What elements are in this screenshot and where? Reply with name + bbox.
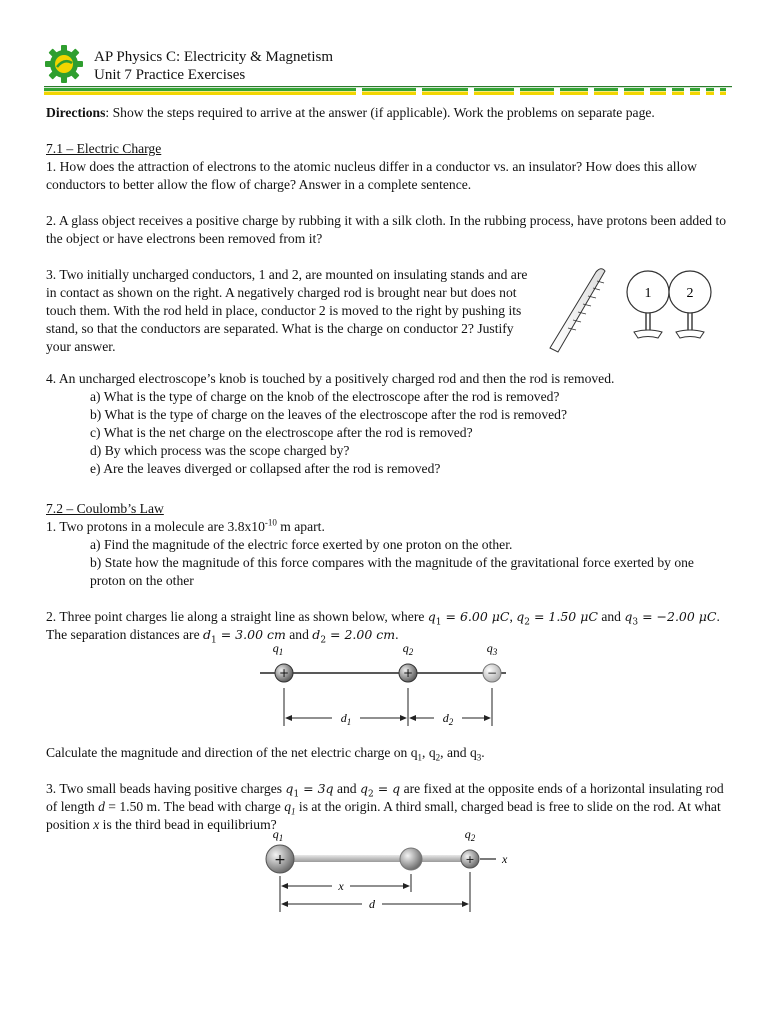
question-7-1-4d: d) By which process was the scope charged by?	[90, 443, 350, 458]
gear-sun-logo-icon	[44, 44, 84, 84]
conductors-rod-figure	[540, 262, 720, 354]
three-charges-figure	[256, 640, 512, 728]
question-7-2-1b: b) State how the magnitude of this force compares with the magnitude of the gravitational force exerted by one proton on the other	[90, 555, 694, 588]
svg-text:+: +	[402, 666, 414, 680]
question-7-1-1: 1. How does the attraction of electrons to the atomic nucleus differ in a conductor vs. an insulator? How does this allow conductors to better allow the flow of charge? Answer in a complete sentence.	[46, 159, 697, 192]
svg-text:q2: $q_2$	[464, 827, 476, 843]
charge-q3	[483, 664, 501, 682]
bead-q1	[266, 845, 294, 873]
question-7-2-2: 2. Three point charges lie along a straight line as shown below, where $q_1 = 6.00$ μC, $q_2 = 1.50$ μC and $q_3 = -2.00$ μC. The separation distances are $d_1 = 3.00$ cm and $d_2 = 2.00$ cm.	[46, 609, 720, 646]
svg-text:q1: $q_1$	[272, 827, 284, 843]
bead-q2	[461, 850, 479, 868]
svg-text:x: x	[338, 879, 344, 893]
question-7-2-1: 1. Two protons in a molecule are $3.8x10^{-10}$ m apart.	[46, 517, 325, 534]
svg-text:q3: $q_3$	[486, 641, 498, 657]
question-7-2-3: 3. Two small beads having positive charges $q_1 = 3q$ and $q_2 = q$ are fixed at the opposite ends of a horizontal insulating rod of length d = 1.50 m. The bead with charge $q_1$ is at the origin. A third small, charged bead is free to slide on the rod. At what position x is the third bead in equilibrium?	[46, 781, 724, 832]
conductor-2	[669, 271, 711, 338]
question-7-1-4: 4. An uncharged electroscope’s knob is touched by a positively charged rod and then the rod is removed.	[46, 371, 615, 386]
question-7-1-3: 3. Two initially uncharged conductors, 1 and 2, are mounted on insulating stands and are in contact as shown on the right. A negatively charged rod is brought near but does not touch them. With the rod held in place, conductor 2 is moved to the right by pushing its stand, so that the conductors are separated. What is the charge on conductor 2? Justify your answer.	[46, 267, 528, 354]
question-7-1-4a: a) What is the type of charge on the knob of the electroscope after the rod is removed?	[90, 389, 560, 404]
question-7-1-4e: e) Are the leaves diverged or collapsed after the rod is removed?	[90, 461, 441, 476]
question-7-1-4c: c) What is the net charge on the electroscope after the rod is removed?	[90, 425, 473, 440]
charge-q1	[275, 664, 293, 682]
directions-text: : Show the steps required to arrive at the answer (if applicable). Work the problems on separate page.	[105, 105, 655, 120]
section-7-2-title: 7.2 – Coulomb’s Law	[46, 501, 164, 516]
svg-text:−: −	[486, 666, 498, 680]
question-7-1-4b: b) What is the type of charge on the leaves of the electroscope after the rod is removed?	[90, 407, 567, 422]
svg-text:+: +	[465, 853, 475, 866]
svg-text:q1: $q_1$	[272, 641, 284, 657]
svg-text:q2: $q_2$	[402, 641, 414, 657]
question-7-2-2-prompt: Calculate the magnitude and direction of the net electric charge on $q_1$, $q_2$, and $q_3$.	[46, 745, 485, 763]
svg-text:d1: $d_1$	[340, 711, 352, 727]
svg-text:+: +	[278, 666, 290, 680]
bead-third	[400, 848, 422, 870]
beads-rod-figure	[258, 826, 514, 914]
question-7-2-1a: a) Find the magnitude of the electric force exerted by one proton on the other.	[90, 537, 513, 552]
charge-q2	[399, 664, 417, 682]
course-title: AP Physics C: Electricity & Magnetism	[94, 49, 334, 65]
directions-label: Directions	[46, 105, 106, 120]
question-7-1-2: 2. A glass object receives a positive charge by rubbing it with a silk cloth. In the rubbing process, have protons been added to the object or have electrons been removed from it?	[46, 213, 727, 246]
svg-text:d2: $d_2$	[442, 711, 454, 727]
section-7-1-title: 7.1 – Electric Charge	[46, 141, 162, 156]
conductor-1	[627, 271, 669, 338]
document-header	[94, 48, 333, 84]
svg-text:1: 1	[644, 286, 652, 301]
svg-text:x: x	[502, 852, 508, 866]
svg-text:d: d	[369, 897, 375, 911]
charged-rod	[550, 269, 605, 352]
svg-text:+: +	[274, 852, 286, 868]
header-stripe-decoration	[44, 86, 732, 96]
unit-subtitle: Unit 7 Practice Exercises	[94, 67, 246, 83]
svg-text:2: 2	[686, 286, 694, 301]
directions	[46, 104, 730, 122]
